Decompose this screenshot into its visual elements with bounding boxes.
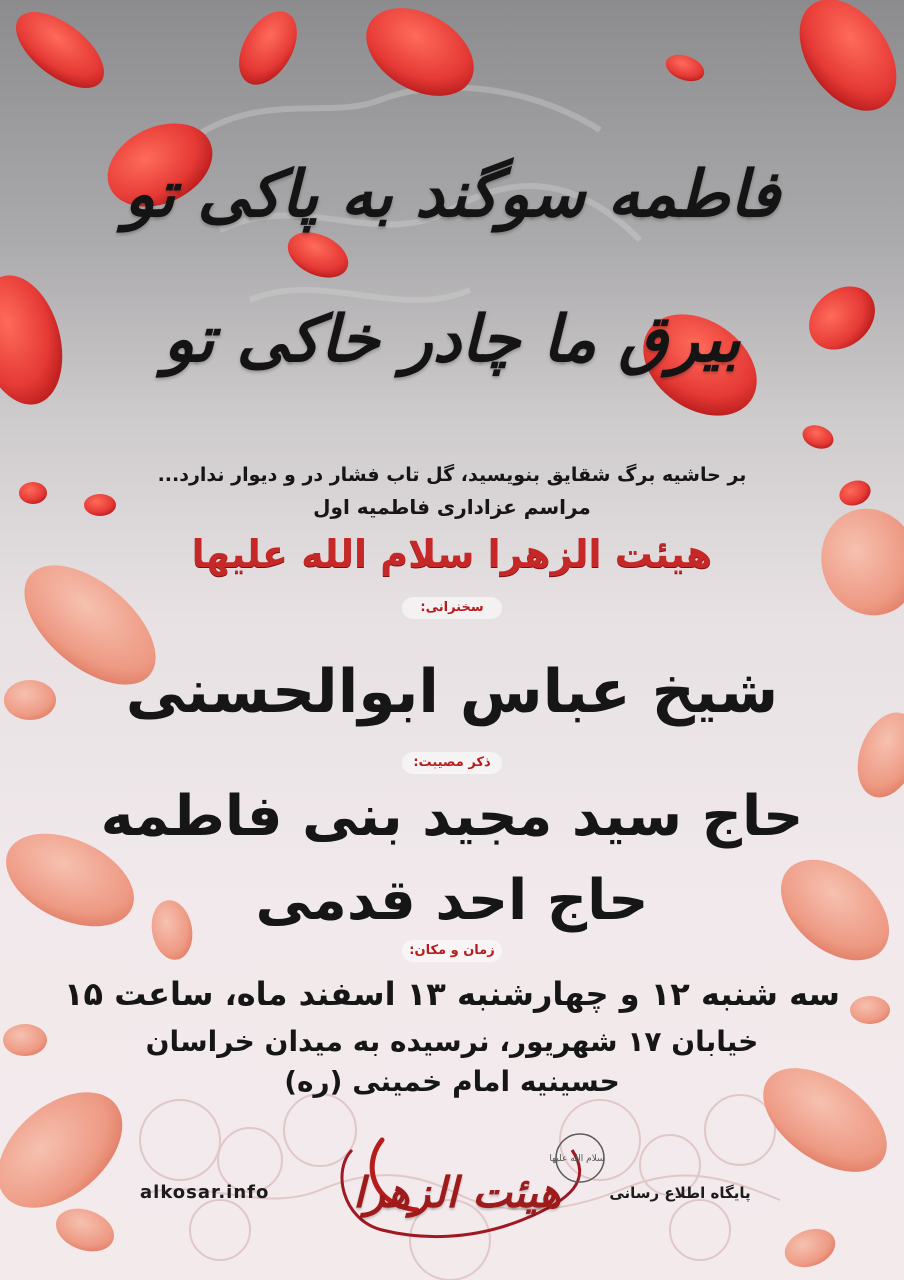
ceremony-title: مراسم عزاداری فاطمیه اول (313, 495, 591, 519)
event-venue: حسینیه امام خمینی (ره) (284, 1065, 620, 1098)
event-street: خیابان ۱۷ شهریور، نرسیده به میدان خراسان (145, 1025, 759, 1058)
red-petals (0, 0, 904, 516)
logo-small-text: سلام الله علیها (549, 1154, 605, 1164)
intro-verse: بر حاشیه برگ شقایق بنویسید، گل تاب فشار در و دیوار ندارد... (157, 464, 747, 486)
eulogist-label: ذکر مصیبت: (402, 752, 502, 774)
speaker-label: سخنرانی: (402, 597, 502, 619)
poem-line-1: فاطمه سوگند به پاکی تو (124, 157, 780, 232)
eulogist-name-2: حاج احد قدمی (255, 868, 649, 933)
organizer-logo (322, 1110, 612, 1270)
poem-line-2: بیرق ما چادر خاکی تو (163, 302, 741, 377)
eulogist-name-1: حاج سید مجید بنی فاطمه (100, 784, 804, 849)
speaker-name: شیخ عباس ابوالحسنی (125, 657, 779, 727)
event-time: سه شنبه ۱۲ و چهارشنبه ۱۳ اسفند ماه، ساعت ۱۵ (64, 975, 840, 1013)
logo-text: هیئت الزهرا (353, 1168, 561, 1217)
info-portal-label: پایگاه اطلاع رسانی (609, 1184, 751, 1202)
schedule-label: زمان و مکان: (402, 940, 502, 962)
website-url[interactable]: alkosar.info (140, 1182, 270, 1203)
organizer-name: هیئت الزهرا سلام الله علیها (191, 532, 713, 576)
